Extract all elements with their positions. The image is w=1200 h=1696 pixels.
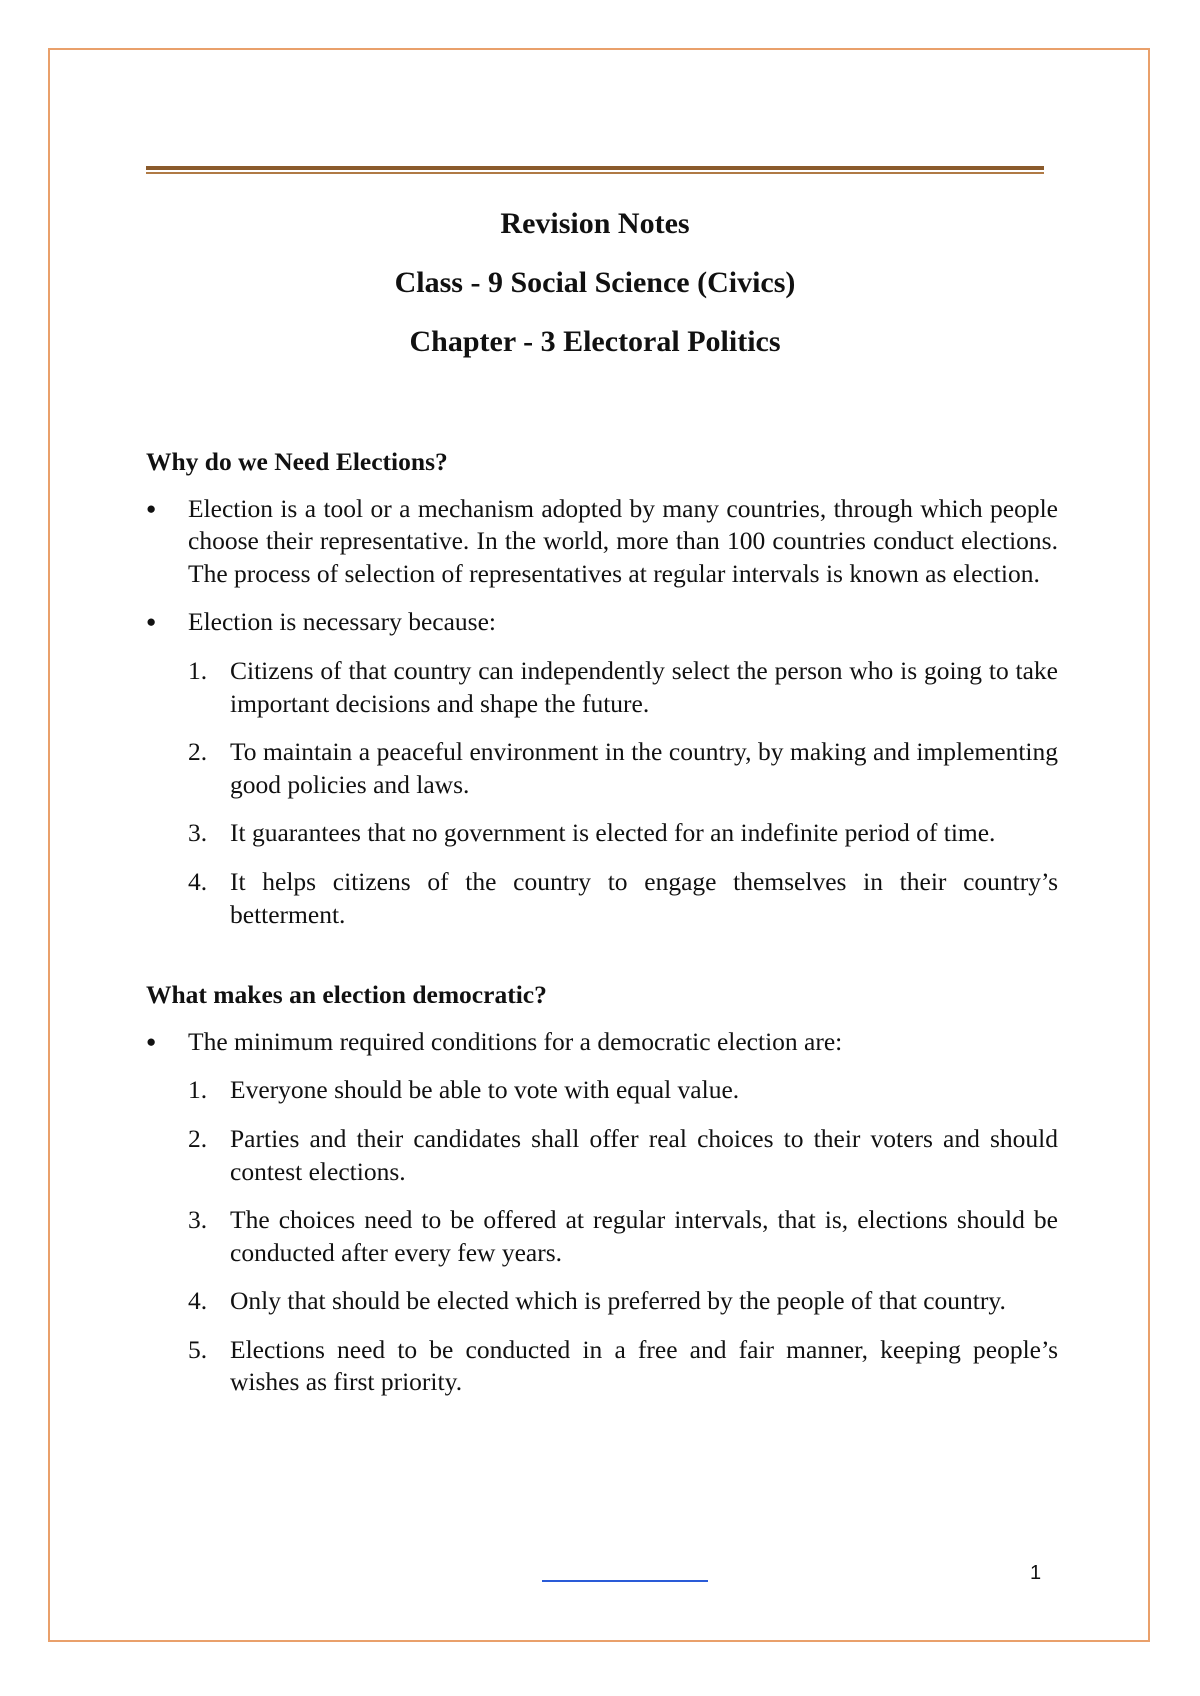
- item-number: 4.: [188, 866, 208, 896]
- numbered-item: [188, 736, 1058, 801]
- item-number: 5.: [188, 1334, 208, 1364]
- document-subtitle: Class - 9 Social Science (Civics): [394, 266, 796, 299]
- document-title: Revision Notes: [500, 207, 690, 240]
- section-heading: What makes an election democratic?: [146, 980, 547, 1010]
- item-text: Elections need to be conducted in a free and fair manner, keeping people’s wishes as first priority.: [230, 1334, 1058, 1397]
- bullet-item: [146, 606, 1058, 639]
- item-number: 1.: [188, 655, 208, 685]
- numbered-item: [188, 655, 1058, 720]
- item-number: 2.: [188, 1123, 208, 1153]
- page-number: 1: [1030, 1562, 1042, 1584]
- bullet-icon: ●: [146, 498, 157, 518]
- bullet-text: The minimum required conditions for a democratic election are:: [188, 1026, 843, 1056]
- item-number: 2.: [188, 737, 208, 767]
- numbered-item: [188, 817, 1058, 850]
- section-spacer: [146, 947, 1058, 979]
- header-rule-thin: [146, 172, 1044, 174]
- numbered-item: [188, 1204, 1058, 1269]
- item-number: 3.: [188, 818, 208, 848]
- chapter-title: Chapter - 3 Electoral Politics: [409, 325, 781, 358]
- item-text: It helps citizens of the country to engage themselves in their country’s betterment.: [230, 866, 1058, 929]
- bullet-item: [146, 1026, 1058, 1059]
- section-heading: Why do we Need Elections?: [146, 447, 448, 476]
- document-body: [146, 446, 1058, 1415]
- numbered-item: [188, 1074, 1058, 1107]
- title-block: [146, 204, 1044, 381]
- item-text: Parties and their candidates shall offer real choices to their voters and should contest elections.: [230, 1123, 1058, 1186]
- item-text: The choices need to be offered at regular intervals, that is, elections should be conducted after every few years.: [230, 1205, 1058, 1267]
- header-rule: [146, 166, 1044, 170]
- item-text: Everyone should be able to vote with equal value.: [230, 1075, 740, 1105]
- numbered-item: [188, 1334, 1058, 1399]
- bullet-item: [146, 493, 1058, 591]
- bullet-text: Election is necessary because:: [188, 607, 496, 637]
- bullet-icon: ●: [146, 612, 157, 632]
- numbered-item: [188, 866, 1058, 931]
- item-text: To maintain a peaceful environment in the country, by making and implementing good policies and laws.: [230, 737, 1058, 799]
- item-text: It guarantees that no government is elected for an indefinite period of time.: [230, 818, 996, 848]
- item-text: Citizens of that country can independently select the person who is going to take important decisions and shape the future.: [230, 655, 1058, 718]
- numbered-item: [188, 1285, 1058, 1318]
- footer-link-underline[interactable]: [542, 1580, 708, 1582]
- bullet-text: Election is a tool or a mechanism adopted by many countries, through which people choose their representative. In the world, more than 100 countries conduct elections. The process of selection of representatives at regular intervals is known as election.: [188, 493, 1058, 588]
- bullet-icon: ●: [146, 1031, 157, 1051]
- numbered-item: [188, 1123, 1058, 1188]
- item-text: Only that should be elected which is preferred by the people of that country.: [230, 1286, 1006, 1316]
- item-number: 4.: [188, 1286, 208, 1316]
- item-number: 3.: [188, 1205, 208, 1235]
- item-number: 1.: [188, 1075, 208, 1105]
